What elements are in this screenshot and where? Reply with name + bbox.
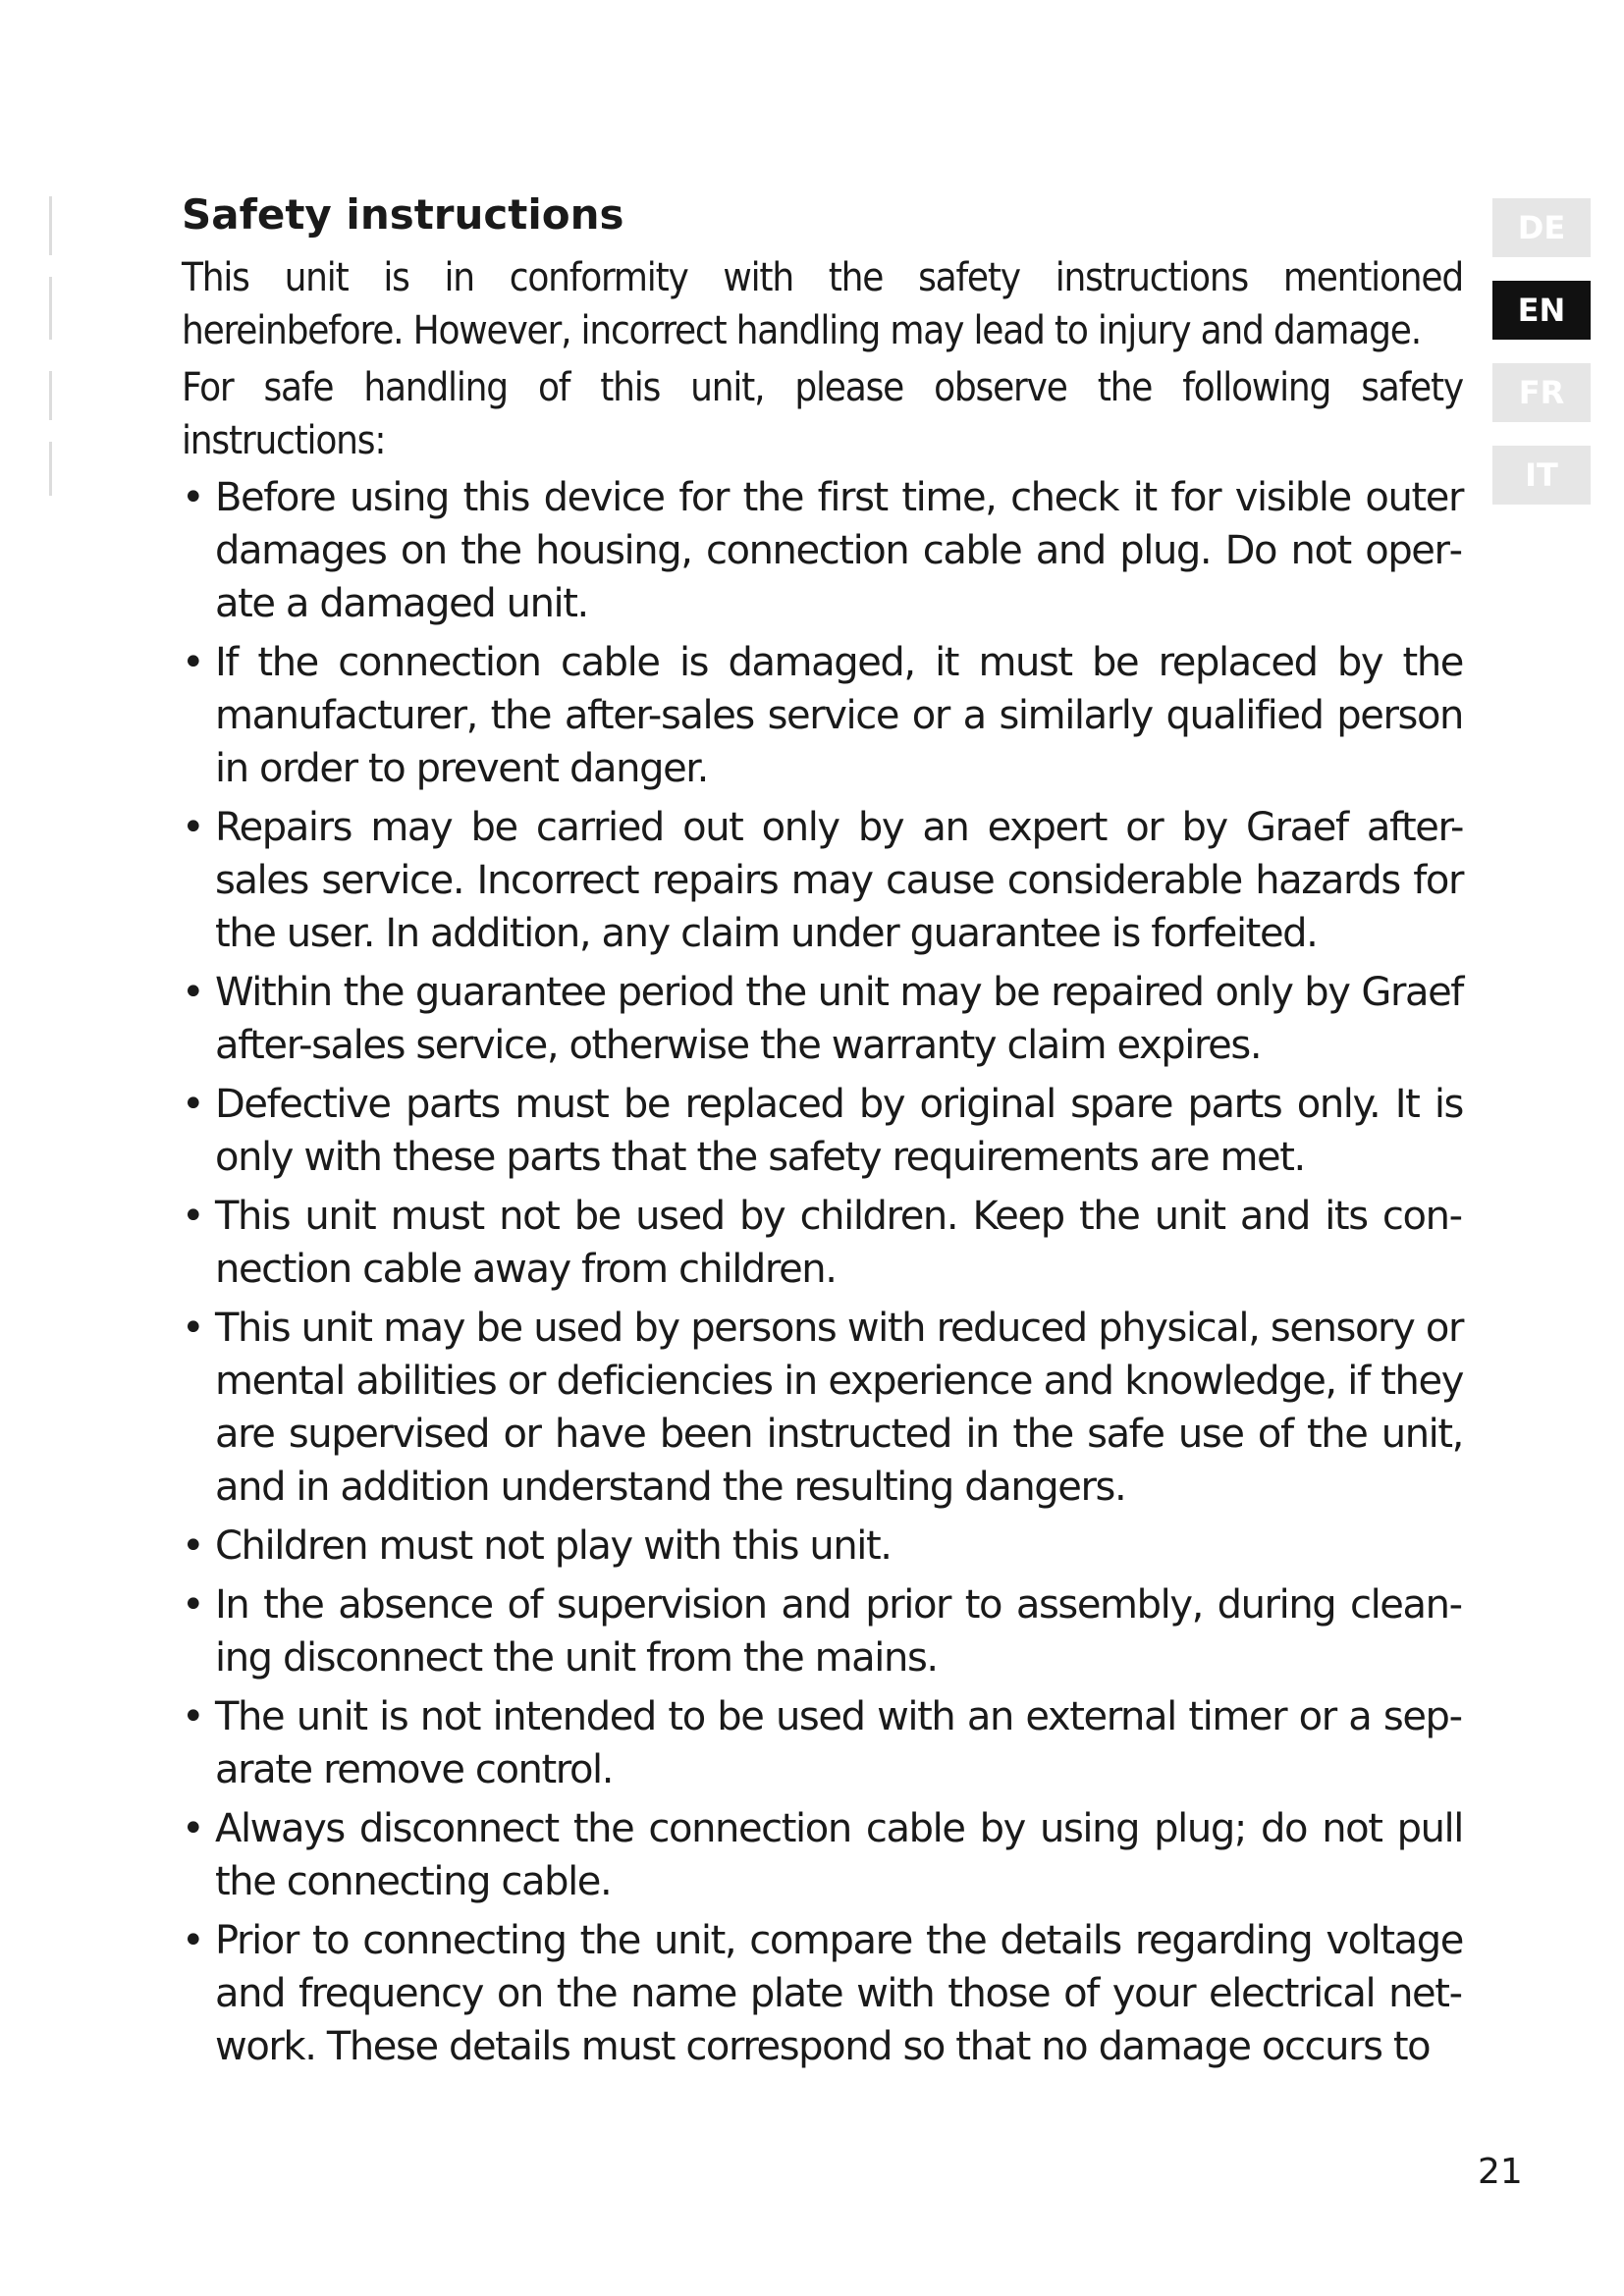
page-number: 21 xyxy=(1478,2152,1523,2192)
intro-paragraph: This unit is in conformity with the safety instructions mentioned hereinbefore. However, incorrect handling may lead to injury and damage. xyxy=(182,255,1463,353)
bullet-icon: • xyxy=(182,1918,204,1963)
list-item xyxy=(182,1690,1463,1796)
list-item xyxy=(182,636,1463,795)
bullet-icon: • xyxy=(182,1194,204,1239)
bullet-icon: • xyxy=(182,1306,204,1351)
list-item-text: Before using this device for the first time, check it for visible outer damages on the housing, connection cable and plug. Do not operate a damaged unit. xyxy=(215,475,1463,626)
tab-language-de[interactable]: DE xyxy=(1492,198,1591,257)
list-item-text: Always disconnect the connection cable by using plug; do not pull the connecting cable. xyxy=(215,1806,1463,1904)
list-item xyxy=(182,1302,1463,1514)
document-body xyxy=(182,187,1463,2079)
bullet-icon: • xyxy=(182,1582,204,1628)
tab-language-en[interactable]: EN xyxy=(1492,281,1591,340)
list-item-text: This unit must not be used by children. Keep the unit and its connection cable away from children. xyxy=(215,1194,1463,1292)
list-item xyxy=(182,1190,1463,1296)
bullet-icon: • xyxy=(182,1694,204,1739)
safety-list xyxy=(182,471,1463,2073)
margin-mark-lower xyxy=(49,371,52,420)
bullet-icon: • xyxy=(182,1523,204,1569)
instructions-intro-paragraph: For safe handling of this unit, please observe the following safety instructions: xyxy=(182,365,1463,463)
list-item-text: Defective parts must be replaced by original spare parts only. It is only with these parts that the safety requirements are met. xyxy=(215,1082,1463,1180)
list-item xyxy=(182,966,1463,1072)
tab-language-it[interactable]: IT xyxy=(1492,446,1591,505)
bullet-icon: • xyxy=(182,1082,204,1127)
list-item xyxy=(182,1578,1463,1684)
list-item xyxy=(182,1520,1463,1573)
list-item-text: In the absence of supervision and prior to assembly, during cleaning disconnect the unit from the mains. xyxy=(215,1582,1463,1681)
list-item-text: This unit may be used by persons with reduced physical, sensory or mental abilities or deficiencies in experience and knowledge, if they are supervised or have been instructed in the safe use of the unit, and in addition understand the resulting dangers. xyxy=(215,1306,1463,1510)
bullet-icon: • xyxy=(182,805,204,850)
list-item-text: Within the guarantee period the unit may be repaired only by Graef after-sales service, otherwise the warranty claim expires. xyxy=(215,970,1463,1068)
bullet-icon: • xyxy=(182,640,204,685)
tab-language-fr[interactable]: FR xyxy=(1492,363,1591,422)
list-item xyxy=(182,471,1463,630)
margin-mark-bottom xyxy=(49,442,52,496)
list-item-text: The unit is not intended to be used with an external timer or a separate remove control. xyxy=(215,1694,1463,1792)
margin-mark-middle xyxy=(49,277,52,340)
list-item-text: Prior to connecting the unit, compare the details regarding voltage and frequency on the name plate with those of your electrical network. These details must correspond so that no damage occurs to xyxy=(215,1918,1463,2069)
language-tabs xyxy=(1492,198,1591,528)
bullet-icon: • xyxy=(182,970,204,1015)
bullet-icon: • xyxy=(182,1806,204,1851)
list-item-text: Children must not play with this unit. xyxy=(215,1523,892,1569)
list-item-text: Repairs may be carried out only by an expert or by Graef after-sales service. Incorrect repairs may cause considerable hazards for the user. In addition, any claim under guarantee is forfeited. xyxy=(215,805,1463,956)
list-item xyxy=(182,801,1463,960)
section-title: Safety instructions xyxy=(182,190,624,239)
list-item xyxy=(182,1914,1463,2073)
list-item-text: If the connection cable is damaged, it must be replaced by the manufacturer, the after-sales service or a similarly qualified person in order to prevent danger. xyxy=(215,640,1463,791)
bullet-icon: • xyxy=(182,475,204,520)
list-item xyxy=(182,1802,1463,1908)
margin-mark-top xyxy=(49,196,52,255)
list-item xyxy=(182,1078,1463,1184)
